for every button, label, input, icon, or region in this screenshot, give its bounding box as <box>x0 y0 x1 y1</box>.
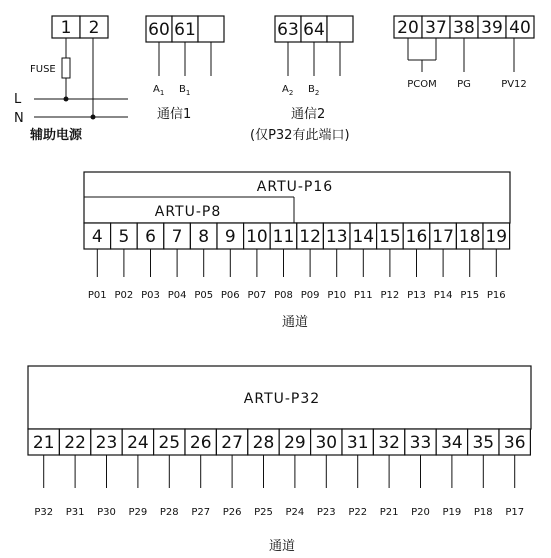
b32-terminal-number: 22 <box>64 433 86 454</box>
comm1-terminal-blank <box>198 16 224 42</box>
b32-terminal-number: 25 <box>158 433 181 454</box>
comm1-terminal-strip <box>146 16 224 42</box>
b32-channel-label: P31 <box>65 507 85 518</box>
artu-p16-section <box>84 172 510 330</box>
b16-terminal-number: 18 <box>458 227 481 248</box>
b32-terminal-number: 32 <box>378 433 400 454</box>
b16-terminal-number: 17 <box>432 227 454 248</box>
b32-terminal-number: 30 <box>315 433 338 454</box>
b32-channel-label: P29 <box>128 507 148 518</box>
artu-p16-title: ARTU-P16 <box>256 179 334 195</box>
pulse-label-pcom: PCOM <box>407 79 437 90</box>
b32-channel-label: P26 <box>222 507 242 518</box>
aux-power-caption: 辅助电源 <box>30 128 83 143</box>
b16-channel-label: P16 <box>486 290 506 301</box>
b32-channel-label: P27 <box>191 507 211 518</box>
comm1-pin-labels <box>153 42 211 97</box>
b32-channel-label: P17 <box>505 507 525 518</box>
b32-terminal-number: 31 <box>346 433 369 454</box>
b16-terminal-number: 11 <box>272 227 295 248</box>
b32-terminal-number: 33 <box>409 433 432 454</box>
b16-channel-label: P02 <box>114 290 134 301</box>
b32-channel-label: P19 <box>442 507 462 518</box>
b16-channel-label: P08 <box>274 290 293 301</box>
pulse-terminal-number: 38 <box>453 18 475 39</box>
b16-terminal-number: 13 <box>325 227 348 248</box>
b16-terminal-number: 12 <box>299 227 321 248</box>
b16-channel-label: P12 <box>380 290 400 301</box>
comm2-pin-labels <box>282 42 340 97</box>
b16-channel-label: P14 <box>433 290 453 301</box>
b32-channel-label: P21 <box>379 507 399 518</box>
comm1-section <box>146 16 224 122</box>
comm2-note: (仅P32有此端口) <box>250 128 350 143</box>
artu-p32-channel-wires <box>44 455 515 488</box>
b32-terminal-number: 36 <box>503 433 526 454</box>
b32-channel-label: P18 <box>473 507 493 518</box>
comm2-terminal-number: 63 <box>277 20 299 41</box>
artu-p16-channel-wires <box>97 249 496 277</box>
b16-channel-label: P01 <box>87 290 107 301</box>
b32-terminal-number: 28 <box>252 433 275 454</box>
b32-terminal-number: 35 <box>472 433 495 454</box>
b32-terminal-number: 29 <box>284 433 306 454</box>
fuse-symbol <box>62 58 70 78</box>
artu-p32-channel-labels <box>34 507 524 518</box>
aux-terminal-number: 2 <box>88 18 100 39</box>
pulse-terminal-number: 40 <box>509 18 531 39</box>
b32-channel-label: P24 <box>285 507 305 518</box>
b32-channel-label: P30 <box>97 507 116 518</box>
b32-terminal-number: 21 <box>32 433 55 454</box>
artu-p16-terminal-strip <box>84 223 510 249</box>
aux-power-section <box>14 16 128 143</box>
comm1-terminal-number: 61 <box>174 20 196 41</box>
artu-p32-terminal-strip <box>28 429 530 455</box>
b32-terminal-number: 23 <box>95 433 118 454</box>
b16-channel-label: P03 <box>141 290 160 301</box>
artu-p16-channel-labels <box>88 290 506 301</box>
b16-terminal-number: 10 <box>246 227 268 248</box>
b16-terminal-number: 4 <box>91 227 103 248</box>
b16-channel-label: P09 <box>300 290 320 301</box>
aux-terminal-number: 1 <box>60 18 72 39</box>
comm2-terminal-number: 64 <box>303 20 325 41</box>
b16-terminal-number: 19 <box>485 227 508 248</box>
b32-channel-label: P32 <box>34 507 54 518</box>
comm1-terminal-number: 60 <box>148 20 170 41</box>
comm2-section <box>250 16 353 143</box>
comm1-caption: 通信1 <box>157 107 192 122</box>
artu-p8-title: ARTU-P8 <box>154 204 222 220</box>
comm1-pin-label: $B_1$ <box>179 84 191 97</box>
fuse-label: FUSE <box>30 64 56 75</box>
b16-channel-label: P05 <box>194 290 214 301</box>
pulse-terminal-number: 37 <box>425 18 447 39</box>
pulse-terminal-number: 39 <box>481 18 503 39</box>
b32-channel-label: P20 <box>411 507 430 518</box>
b32-channel-label: P23 <box>316 507 336 518</box>
comm2-pin-label: $A_2$ <box>282 84 294 97</box>
pulse-label-pv12: PV12 <box>501 79 527 90</box>
b16-terminal-number: 9 <box>224 227 236 248</box>
b16-terminal-number: 16 <box>405 227 428 248</box>
b16-terminal-number: 5 <box>118 227 130 248</box>
junction-n <box>91 115 96 120</box>
b16-channel-label: P10 <box>327 290 347 301</box>
b16-channel-label: P15 <box>460 290 480 301</box>
b32-channel-label: P25 <box>254 507 273 518</box>
b32-terminal-number: 27 <box>221 433 243 454</box>
comm1-pin-label: $A_1$ <box>153 84 165 97</box>
b32-terminal-number: 26 <box>189 433 212 454</box>
pulse-section <box>394 16 534 90</box>
line-l-label: L <box>14 92 22 107</box>
junction-l <box>64 97 69 102</box>
b32-channel-label: P22 <box>348 507 368 518</box>
b16-channel-label: P11 <box>353 290 373 301</box>
comm2-terminal-blank <box>327 16 353 42</box>
b32-channel-label: P28 <box>159 507 179 518</box>
pulse-label-pg: PG <box>457 79 471 90</box>
pulse-terminal-number: 20 <box>397 18 419 39</box>
artu-p32-title: ARTU-P32 <box>243 391 321 407</box>
b16-channel-label: P04 <box>167 290 187 301</box>
comm2-pin-label: $B_2$ <box>308 84 320 97</box>
b16-terminal-number: 15 <box>379 227 401 248</box>
artu-p16-caption: 通道 <box>281 315 309 330</box>
artu-p32-section <box>28 366 531 554</box>
comm2-terminal-strip <box>275 16 353 42</box>
aux-power-terminal-strip <box>52 16 108 38</box>
b16-channel-label: P07 <box>247 290 267 301</box>
pulse-terminal-strip <box>394 16 534 38</box>
b32-terminal-number: 34 <box>441 433 463 454</box>
artu-p32-caption: 通道 <box>268 539 296 554</box>
b16-terminal-number: 8 <box>198 227 210 248</box>
b16-channel-label: P13 <box>407 290 426 301</box>
b16-terminal-number: 6 <box>145 227 156 248</box>
b16-terminal-number: 7 <box>171 227 183 248</box>
comm2-caption: 通信2 <box>291 107 326 122</box>
b16-terminal-number: 14 <box>352 227 375 248</box>
b32-terminal-number: 24 <box>127 433 149 454</box>
line-n-label: N <box>14 111 24 126</box>
b16-channel-label: P06 <box>220 290 240 301</box>
